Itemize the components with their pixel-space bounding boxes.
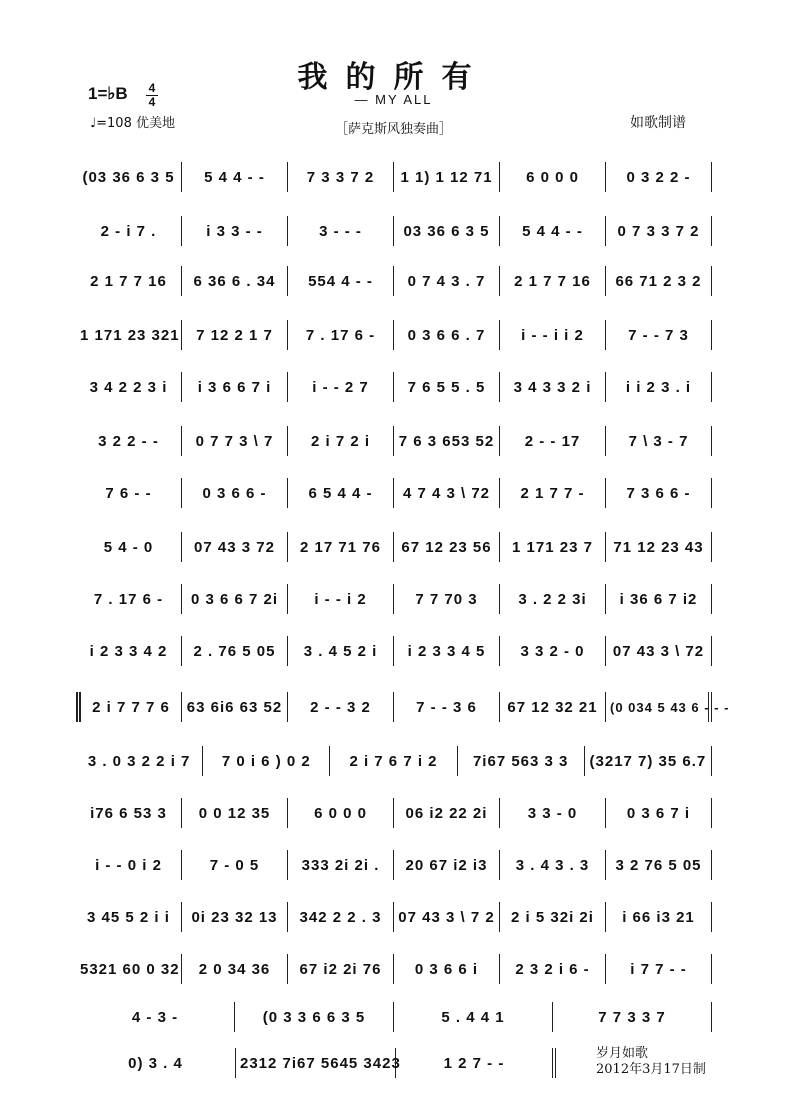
score-row xyxy=(76,796,712,836)
measure: 2 1 7 7 - xyxy=(500,478,606,508)
measure: 67 i2 2i 76 xyxy=(288,954,394,984)
score-row xyxy=(76,744,712,784)
measure: (0 034 5 43 6 - - - xyxy=(606,692,712,722)
measure: 20 67 i2 i3 xyxy=(394,850,500,880)
measure: 3 . 0 3 2 2 i 7 xyxy=(76,746,203,776)
measure: 5321 60 0 32 xyxy=(76,954,182,984)
measure: i 7 7 - - xyxy=(606,954,712,984)
measure: 2 - - 17 xyxy=(500,426,606,456)
measure: 0 0 12 35 xyxy=(182,798,288,828)
measure: 0 3 6 6 7 2i xyxy=(182,584,288,614)
measure: 7 - - 7 3 xyxy=(606,320,712,350)
footer-signature: 岁月如歌 xyxy=(596,1046,649,1061)
measure: 7 7 3 3 7 xyxy=(553,1002,712,1032)
measure: 0 3 6 6 . 7 xyxy=(394,320,500,350)
tempo-marking: ♩=108 优美地 xyxy=(90,116,175,131)
measure: 3 2 2 - - xyxy=(76,426,182,456)
measure: 3 4 2 2 3 i xyxy=(76,372,182,402)
score-subtitle: — MY ALL xyxy=(354,92,433,107)
measure: 6 0 0 0 xyxy=(500,162,606,192)
score-row xyxy=(76,424,712,464)
measure: 06 i2 22 2i xyxy=(394,798,500,828)
measure: 3 - - - xyxy=(288,216,394,246)
measure: 2 0 34 36 xyxy=(182,954,288,984)
score-row xyxy=(76,370,712,410)
score-row xyxy=(76,160,712,200)
measure: i - - 0 i 2 xyxy=(76,850,182,880)
measure: i 2 3 3 4 2 xyxy=(76,636,182,666)
measure: 0 3 6 6 i xyxy=(394,954,500,984)
arrangement-note: ［萨克斯风独奏曲］ xyxy=(334,122,452,137)
measure: 7 6 - - xyxy=(76,478,182,508)
score-row xyxy=(76,582,712,622)
measure: 67 12 32 21 xyxy=(500,692,606,722)
measure: i i 2 3 . i xyxy=(606,372,712,402)
measure: i - - 2 7 xyxy=(288,372,394,402)
score-row xyxy=(76,848,712,888)
score-row xyxy=(76,318,712,358)
measure: 07 43 3 \ 72 xyxy=(606,636,712,666)
measure: 342 2 2 . 3 xyxy=(288,902,394,932)
score-row xyxy=(76,952,712,992)
measure: i 3 3 - - xyxy=(182,216,288,246)
measure: 554 4 - - xyxy=(288,266,394,296)
measure: 3 . 4 3 . 3 xyxy=(500,850,606,880)
measure: 67 12 23 56 xyxy=(394,532,500,562)
measure: i76 6 53 3 xyxy=(76,798,182,828)
measure: 2 i 7 7 7 6 xyxy=(76,692,182,722)
key-signature: 1=♭B xyxy=(88,84,128,103)
measure: 66 71 2 3 2 xyxy=(606,266,712,296)
measure: (3217 7) 35 6.7 xyxy=(585,746,712,776)
measure: 4 7 4 3 \ 72 xyxy=(394,478,500,508)
measure: i 66 i3 21 xyxy=(606,902,712,932)
measure: 0 7 4 3 . 7 xyxy=(394,266,500,296)
measure: 2 i 5 32i 2i xyxy=(500,902,606,932)
measure: 3 2 76 5 05 xyxy=(606,850,712,880)
score-title: 我的所有 xyxy=(297,60,490,95)
measure: 6 5 4 4 - xyxy=(288,478,394,508)
score-row xyxy=(76,690,730,730)
measure: 2 17 71 76 xyxy=(288,532,394,562)
measure: 7 - - 3 6 xyxy=(394,692,500,722)
measure: i - - i 2 xyxy=(288,584,394,614)
measure: 0 3 6 7 i xyxy=(606,798,712,828)
measure: 0 3 6 6 - xyxy=(182,478,288,508)
measure: 7 6 3 653 52 xyxy=(394,426,500,456)
measure: 7 6 5 5 . 5 xyxy=(394,372,500,402)
measure: 1 2 7 - - xyxy=(396,1048,556,1078)
measure: 2312 7i67 5645 3423 xyxy=(236,1048,396,1078)
measure: 0) 3 . 4 xyxy=(76,1048,236,1078)
measure: 7 . 17 6 - xyxy=(288,320,394,350)
measure: 2 - - 3 2 xyxy=(288,692,394,722)
score-row xyxy=(76,1000,712,1040)
measure: 3 3 - 0 xyxy=(500,798,606,828)
measure: 7 \ 3 - 7 xyxy=(606,426,712,456)
arranger-credit: 如歌制谱 xyxy=(630,115,686,131)
measure: 7 12 2 1 7 xyxy=(182,320,288,350)
measure: i 36 6 7 i2 xyxy=(606,584,712,614)
measure: 0 7 7 3 \ 7 xyxy=(182,426,288,456)
score-row xyxy=(76,634,712,674)
measure: 5 4 4 - - xyxy=(500,216,606,246)
measure: 1 1) 1 12 71 xyxy=(394,162,500,192)
measure: 5 4 4 - - xyxy=(182,162,288,192)
measure: 63 6i6 63 52 xyxy=(182,692,288,722)
score-row xyxy=(76,264,712,304)
measure: 6 36 6 . 34 xyxy=(182,266,288,296)
measure: 0 3 2 2 - xyxy=(606,162,712,192)
measure: 2 . 76 5 05 xyxy=(182,636,288,666)
measure: i - - i i 2 xyxy=(500,320,606,350)
measure: 5 4 - 0 xyxy=(76,532,182,562)
measure: 3 3 2 - 0 xyxy=(500,636,606,666)
measure: 1 171 23 7 xyxy=(500,532,606,562)
measure: 2 - i 7 . xyxy=(76,216,182,246)
measure: 6 0 0 0 xyxy=(288,798,394,828)
measure: 2 i 7 6 7 i 2 xyxy=(330,746,457,776)
measure: 71 12 23 43 xyxy=(606,532,712,562)
measure: 07 43 3 72 xyxy=(182,532,288,562)
measure: 2 1 7 7 16 xyxy=(76,266,182,296)
measure: 2 1 7 7 16 xyxy=(500,266,606,296)
measure: 2 i 7 2 i xyxy=(288,426,394,456)
measure: 1 171 23 321 xyxy=(76,320,182,350)
meter-bottom: 4 xyxy=(148,95,156,109)
measure: 07 43 3 \ 7 2 xyxy=(394,902,500,932)
measure: 7 7 70 3 xyxy=(394,584,500,614)
measure: 2 3 2 i 6 - xyxy=(500,954,606,984)
measure: 7 0 i 6 ) 0 2 xyxy=(203,746,330,776)
measure: 7 3 6 6 - xyxy=(606,478,712,508)
measure: 3 . 2 2 3i xyxy=(500,584,606,614)
measure: 333 2i 2i . xyxy=(288,850,394,880)
measure: (0 3 3 6 6 3 5 xyxy=(235,1002,394,1032)
score-row xyxy=(76,900,712,940)
measure: 7 . 17 6 - xyxy=(76,584,182,614)
measure: 0 7 3 3 7 2 xyxy=(606,216,712,246)
score-row xyxy=(76,214,712,254)
footer-date: 2012年3月17日制 xyxy=(596,1062,706,1077)
measure: 3 . 4 5 2 i xyxy=(288,636,394,666)
measure: 03 36 6 3 5 xyxy=(394,216,500,246)
score-row xyxy=(76,476,712,516)
measure: 0i 23 32 13 xyxy=(182,902,288,932)
meter-top: 4 xyxy=(148,81,156,95)
measure: (03 36 6 3 5 xyxy=(76,162,182,192)
measure: i 2 3 3 4 5 xyxy=(394,636,500,666)
score-row xyxy=(76,530,712,570)
measure: i 3 6 6 7 i xyxy=(182,372,288,402)
measure: 5 . 4 4 1 xyxy=(394,1002,553,1032)
measure: 3 45 5 2 i i xyxy=(76,902,182,932)
measure: 4 - 3 - xyxy=(76,1002,235,1032)
measure: 3 4 3 3 2 i xyxy=(500,372,606,402)
measure: 7 - 0 5 xyxy=(182,850,288,880)
measure: 7 3 3 7 2 xyxy=(288,162,394,192)
measure: 7i67 563 3 3 xyxy=(458,746,585,776)
